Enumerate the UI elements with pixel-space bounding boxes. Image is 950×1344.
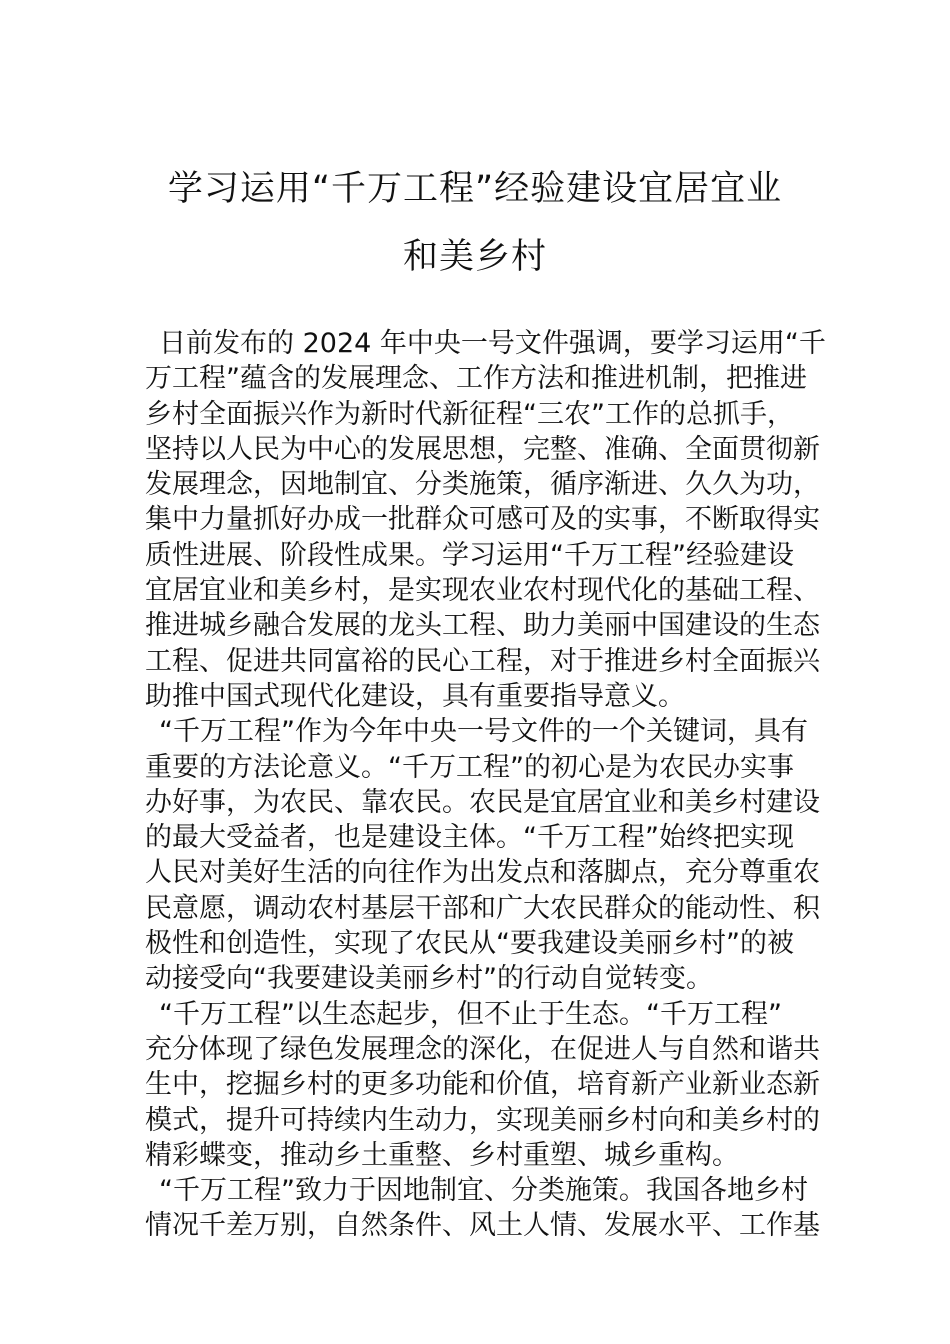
paragraph-line: 万工程”蕴含的发展理念、工作方法和推进机制，把推进 xyxy=(145,363,807,395)
paragraph-line: 民意愿，调动农村基层干部和广大农民群众的能动性、积 xyxy=(145,892,820,924)
paragraph-4 xyxy=(145,1173,820,1244)
paragraph-line: 助推中国式现代化建设，具有重要指导意义。 xyxy=(145,680,685,712)
paragraph-3 xyxy=(145,997,820,1173)
paragraph-line: 精彩蝶变，推动乡土重整、乡村重塑、城乡重构。 xyxy=(145,1139,739,1171)
paragraph-line: 充分体现了绿色发展理念的深化，在促进人与自然和谐共 xyxy=(145,1033,820,1065)
paragraph-line: 推进城乡融合发展的龙头工程、助力美丽中国建设的生态 xyxy=(145,610,820,642)
paragraph-line: 工程、促进共同富裕的民心工程，对于推进乡村全面振兴 xyxy=(145,645,820,677)
paragraph-line: 的最大受益者，也是建设主体。“千万工程”始终把实现 xyxy=(145,822,794,854)
paragraph-line: 情况千差万别，自然条件、风土人情、发展水平、工作基 xyxy=(145,1210,820,1242)
paragraph-line: 重要的方法论意义。“千万工程”的初心是为农民办实事 xyxy=(145,751,794,783)
paragraph-line: 坚持以人民为中心的发展思想，完整、准确、全面贯彻新 xyxy=(145,433,820,465)
paragraph-line: 乡村全面振兴作为新时代新征程“三农”工作的总抓手， xyxy=(145,398,794,430)
paragraph-line: 质性进展、阶段性成果。学习运用“千万工程”经验建设 xyxy=(145,539,794,571)
paragraph-line: “千万工程”以生态起步，但不止于生态。“千万工程” xyxy=(159,998,782,1030)
paragraph-2 xyxy=(145,714,820,996)
paragraph-line: 发展理念，因地制宜、分类施策，循序渐进、久久为功， xyxy=(145,469,820,501)
paragraph-line: “千万工程”致力于因地制宜、分类施策。我国各地乡村 xyxy=(159,1175,808,1207)
paragraph-line: 模式，提升可持续内生动力，实现美丽乡村向和美乡村的 xyxy=(145,1104,820,1136)
paragraph-line: 极性和创造性，实现了农民从“要我建设美丽乡村”的被 xyxy=(145,928,794,960)
paragraph-line: 办好事，为农民、靠农民。农民是宜居宜业和美乡村建设 xyxy=(145,786,820,818)
document-body xyxy=(145,326,826,1244)
paragraph-line: 宜居宜业和美乡村，是实现农业农村现代化的基础工程、 xyxy=(145,575,820,607)
paragraph-line: 生中，挖掘乡村的更多功能和价值，培育新产业新业态新 xyxy=(145,1069,820,1101)
paragraph-line: 日前发布的 2024 年中央一号文件强调，要学习运用“千 xyxy=(159,328,826,359)
document-title-line-2: 和美乡村 xyxy=(402,237,547,277)
paragraph-line: 动接受向“我要建设美丽乡村”的行动自觉转变。 xyxy=(145,963,713,995)
paragraph-1 xyxy=(145,326,826,714)
paragraph-line: “千万工程”作为今年中央一号文件的一个关键词，具有 xyxy=(159,716,808,748)
paragraph-line: 集中力量抓好办成一批群众可感可及的实事，不断取得实 xyxy=(145,504,820,536)
paragraph-line: 人民对美好生活的向往作为出发点和落脚点，充分尊重农 xyxy=(145,857,820,889)
document-title-line-1: 学习运用“千万工程”经验建设宜居宜业 xyxy=(167,169,783,209)
